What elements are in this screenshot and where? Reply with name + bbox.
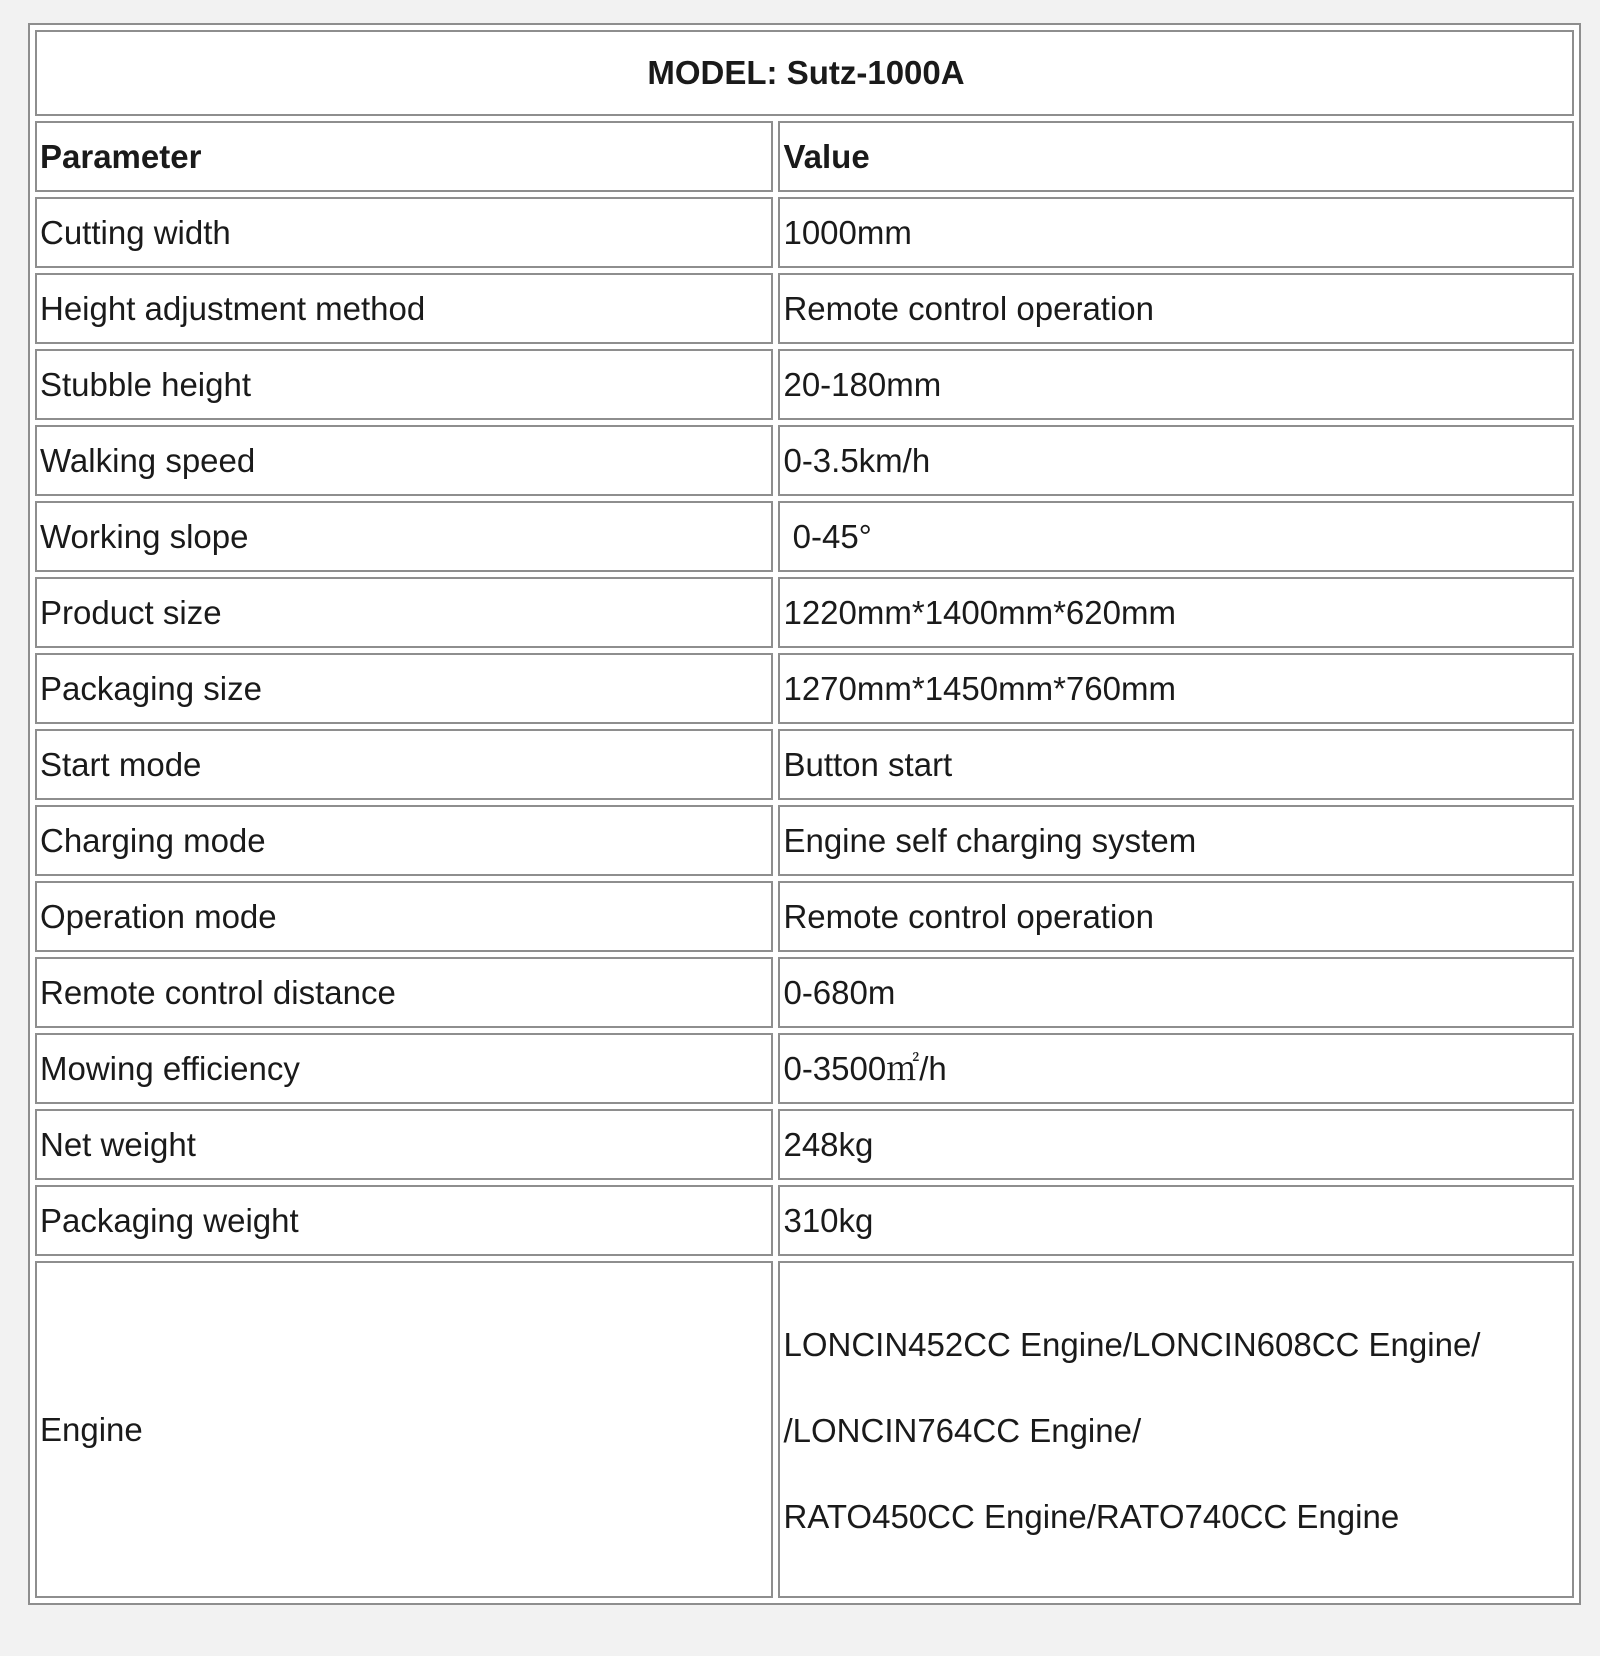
parameter-cell: Packaging size: [35, 653, 773, 724]
parameter-cell: Working slope: [35, 501, 773, 572]
engine-option-line: LONCIN452CC Engine/LONCIN608CC Engine/: [783, 1325, 1481, 1363]
parameter-cell: Mowing efficiency: [35, 1033, 773, 1104]
header-row: [35, 121, 1574, 192]
value-cell: Button start: [778, 729, 1574, 800]
table-row: [35, 349, 1574, 420]
engine-value-cell: [778, 1261, 1574, 1598]
value-cell: 0-3500㎡/h: [778, 1033, 1574, 1104]
value-cell: 248kg: [778, 1109, 1574, 1180]
value-cell: 1000mm: [778, 197, 1574, 268]
engine-options: [783, 1300, 1572, 1560]
value-cell: 0-3.5km/h: [778, 425, 1574, 496]
engine-parameter-cell: Engine: [35, 1261, 773, 1598]
table-row: [35, 197, 1574, 268]
table-row: [35, 653, 1574, 724]
parameter-cell: Cutting width: [35, 197, 773, 268]
value-cell: 310kg: [778, 1185, 1574, 1256]
value-cell: 0-45°: [778, 501, 1574, 572]
parameter-cell: Packaging weight: [35, 1185, 773, 1256]
value-cell: Engine self charging system: [778, 805, 1574, 876]
table-row: [35, 273, 1574, 344]
parameter-cell: Operation mode: [35, 881, 773, 952]
engine-option-line: RATO450CC Engine/RATO740CC Engine: [783, 1497, 1400, 1535]
engine-option-line: /LONCIN764CC Engine/: [783, 1411, 1142, 1449]
value-cell: Remote control operation: [778, 273, 1574, 344]
table-row: [35, 1185, 1574, 1256]
spec-table: [28, 23, 1581, 1605]
parameter-cell: Start mode: [35, 729, 773, 800]
parameter-cell: Charging mode: [35, 805, 773, 876]
table-row: [35, 577, 1574, 648]
title-row: [35, 30, 1574, 116]
table-row: [35, 501, 1574, 572]
parameter-cell: Stubble height: [35, 349, 773, 420]
parameter-cell: Remote control distance: [35, 957, 773, 1028]
table-row: [35, 1033, 1574, 1104]
engine-row: [35, 1261, 1574, 1598]
value-cell: 20-180mm: [778, 349, 1574, 420]
table-row: [35, 1109, 1574, 1180]
table-row: [35, 881, 1574, 952]
value-cell: 1220mm*1400mm*620mm: [778, 577, 1574, 648]
header-value: Value: [778, 121, 1574, 192]
value-cell: Remote control operation: [778, 881, 1574, 952]
parameter-cell: Walking speed: [35, 425, 773, 496]
table-row: [35, 805, 1574, 876]
model-title: MODEL: Sutz-1000A: [35, 30, 1574, 116]
table-row: [35, 957, 1574, 1028]
table-row: [35, 729, 1574, 800]
value-cell: 0-680m: [778, 957, 1574, 1028]
value-cell: 1270mm*1450mm*760mm: [778, 653, 1574, 724]
parameter-cell: Net weight: [35, 1109, 773, 1180]
parameter-cell: Product size: [35, 577, 773, 648]
parameter-cell: Height adjustment method: [35, 273, 773, 344]
header-parameter: Parameter: [35, 121, 773, 192]
table-row: [35, 425, 1574, 496]
